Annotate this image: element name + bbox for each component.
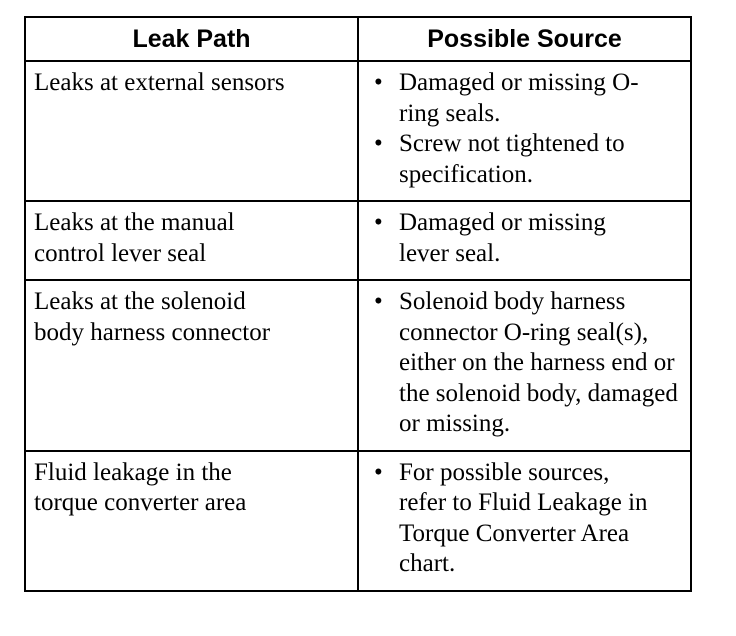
source-list [367, 287, 682, 440]
possible-source-cell [358, 201, 691, 280]
bullet-icon: • [374, 288, 383, 315]
leak-diagnosis-table-container [24, 16, 692, 592]
source-text: Damaged or missing O-ring seals. [399, 69, 639, 127]
source-item [374, 208, 682, 269]
source-list [367, 458, 682, 580]
source-item [374, 458, 682, 580]
source-item [374, 129, 682, 190]
source-list [367, 68, 682, 190]
leak-path-cell [25, 280, 358, 451]
leak-path-text: Leaks at external sensors [34, 69, 285, 96]
header-leak-path: Leak Path [25, 17, 358, 61]
table-row [25, 201, 691, 280]
leak-path-text: Fluid leakage in the torque converter area [34, 458, 247, 516]
source-text: Damaged or missing lever seal. [399, 209, 606, 267]
possible-source-cell [358, 280, 691, 451]
source-item [374, 287, 682, 440]
header-possible-source: Possible Source [358, 17, 691, 61]
possible-source-cell [358, 61, 691, 201]
leak-path-cell [25, 451, 358, 591]
leak-diagnosis-table [24, 16, 692, 592]
table-row [25, 451, 691, 591]
leak-path-cell [25, 201, 358, 280]
bullet-icon: • [374, 209, 383, 236]
possible-source-cell [358, 451, 691, 591]
source-text: Solenoid body harness connector O-ring seal(s), either on the harness end or the solenoid body, damaged or missing. [399, 288, 678, 437]
table-row [25, 280, 691, 451]
table-row [25, 61, 691, 201]
leak-path-text: Leaks at the manual control lever seal [34, 209, 235, 267]
source-item [374, 68, 682, 129]
table-header-row [25, 17, 691, 61]
leak-path-cell [25, 61, 358, 201]
source-text: For possible sources, refer to Fluid Leakage in Torque Converter Area chart. [399, 458, 648, 577]
bullet-icon: • [374, 69, 383, 96]
source-list [367, 208, 682, 269]
bullet-icon: • [374, 458, 383, 486]
source-text: Screw not tightened to specification. [399, 130, 625, 188]
leak-path-text: Leaks at the solenoid body harness connector [34, 288, 271, 346]
bullet-icon: • [374, 130, 383, 157]
